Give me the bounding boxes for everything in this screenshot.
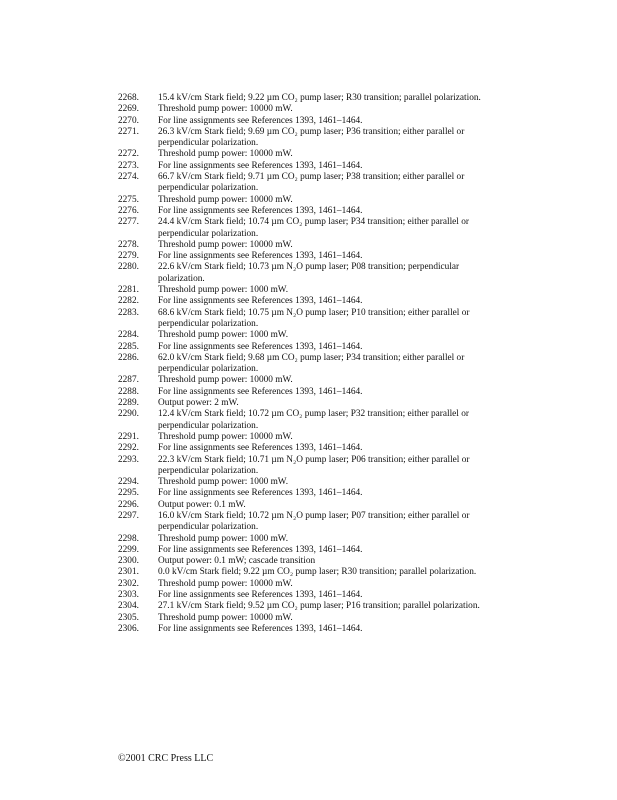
note-number: 2285. xyxy=(118,341,139,352)
note-number: 2277. xyxy=(118,217,139,228)
note-item xyxy=(118,330,500,341)
note-item xyxy=(118,195,500,206)
note-item xyxy=(118,477,500,488)
note-item xyxy=(118,511,500,534)
note-item xyxy=(118,104,500,115)
note-text: For line assignments see References 1393, 1461–1464. xyxy=(158,443,363,454)
note-text: 22.3 kV/cm Stark field; 10.71 µm N₂O pump laser; P06 transition; either parallel or perpendicular polarization. xyxy=(158,454,470,476)
note-item xyxy=(118,488,500,499)
note-text: Output power: 2 mW. xyxy=(158,398,239,409)
note-text: For line assignments see References 1393, 1461–1464. xyxy=(158,544,363,555)
note-number: 2297. xyxy=(118,510,139,521)
note-text: Threshold pump power: 10000 mW. xyxy=(158,104,293,115)
note-number: 2279. xyxy=(118,251,139,262)
note-item xyxy=(118,240,500,251)
note-item xyxy=(118,590,500,601)
note-number: 2271. xyxy=(118,126,139,137)
note-item xyxy=(118,443,500,454)
note-number: 2272. xyxy=(118,149,139,160)
note-item xyxy=(118,149,500,160)
note-number: 2299. xyxy=(118,544,139,555)
note-item xyxy=(118,387,500,398)
note-number: 2287. xyxy=(118,375,139,386)
note-item xyxy=(118,432,500,443)
note-number: 2283. xyxy=(118,307,139,318)
note-number: 2284. xyxy=(118,330,139,341)
note-text: Output power: 0.1 mW. xyxy=(158,499,246,510)
note-item xyxy=(118,375,500,386)
note-item xyxy=(118,217,500,240)
note-item xyxy=(118,285,500,296)
note-number: 2306. xyxy=(118,623,139,634)
note-number: 2269. xyxy=(118,104,139,115)
note-item xyxy=(118,93,500,104)
note-number: 2276. xyxy=(118,205,139,216)
note-text: For line assignments see References 1393, 1461–1464. xyxy=(158,488,363,499)
note-text: 24.4 kV/cm Stark field; 10.74 µm CO₂ pump laser; P34 transition; either parallel or perpendicular polarization. xyxy=(158,217,469,239)
note-text: 12.4 kV/cm Stark field; 10.72 µm CO₂ pump laser; P32 transition; either parallel or perpendicular polarization. xyxy=(158,409,469,431)
note-text: 62.0 kV/cm Stark field; 9.68 µm CO₂ pump laser; P34 transition; either parallel or perpendicular polarization. xyxy=(158,352,465,375)
note-number: 2301. xyxy=(118,567,139,578)
note-item xyxy=(118,353,500,376)
note-number: 2304. xyxy=(118,601,139,612)
note-text: For line assignments see References 1393, 1461–1464. xyxy=(158,205,363,216)
note-item xyxy=(118,296,500,307)
note-number: 2286. xyxy=(118,352,139,363)
note-text: 68.6 kV/cm Stark field; 10.75 µm N₂O pump laser; P10 transition; either parallel or perpendicular polarization. xyxy=(158,307,470,329)
note-text: 22.6 kV/cm Stark field; 10.73 µm N₂O pump laser; P08 transition; perpendicular polarization. xyxy=(158,262,460,284)
note-number: 2281. xyxy=(118,285,139,296)
note-item xyxy=(118,308,500,331)
note-item xyxy=(118,500,500,511)
note-text: Output power: 0.1 mW; cascade transition xyxy=(158,556,316,567)
note-number: 2298. xyxy=(118,533,139,544)
note-number: 2288. xyxy=(118,386,139,397)
note-text: Threshold pump power: 10000 mW. xyxy=(158,375,293,386)
note-item xyxy=(118,127,500,150)
note-text: 26.3 kV/cm Stark field; 9.69 µm CO₂ pump laser; P36 transition; either parallel or perpendicular polarization. xyxy=(158,126,465,149)
note-text: For line assignments see References 1393, 1461–1464. xyxy=(158,115,363,126)
note-text: Threshold pump power: 1000 mW. xyxy=(158,477,289,488)
note-item xyxy=(118,601,500,612)
note-number: 2291. xyxy=(118,431,139,442)
note-text: Threshold pump power: 10000 mW. xyxy=(158,239,293,250)
note-text: For line assignments see References 1393, 1461–1464. xyxy=(158,296,363,307)
note-item xyxy=(118,613,500,624)
copyright-footer: ©2001 CRC Press LLC xyxy=(118,753,214,764)
note-item xyxy=(118,116,500,127)
note-text: For line assignments see References 1393, 1461–1464. xyxy=(158,251,363,262)
note-item xyxy=(118,409,500,432)
note-number: 2294. xyxy=(118,477,139,488)
note-item xyxy=(118,579,500,590)
note-number: 2295. xyxy=(118,488,139,499)
note-number: 2274. xyxy=(118,172,139,183)
note-number: 2292. xyxy=(118,443,139,454)
note-item xyxy=(118,172,500,195)
note-number: 2305. xyxy=(118,612,139,623)
note-number: 2300. xyxy=(118,556,139,567)
note-text: 15.4 kV/cm Stark field; 9.22 µm CO₂ pump laser; R30 transition; parallel polarization. xyxy=(158,93,481,103)
note-item xyxy=(118,206,500,217)
note-text: Threshold pump power: 10000 mW. xyxy=(158,149,293,160)
note-item xyxy=(118,556,500,567)
note-text: 27.1 kV/cm Stark field; 9.52 µm CO₂ pump laser; P16 transition; parallel polarization. xyxy=(158,601,480,612)
note-item xyxy=(118,251,500,262)
note-text: Threshold pump power: 1000 mW. xyxy=(158,285,289,296)
note-number: 2289. xyxy=(118,398,139,409)
note-number: 2273. xyxy=(118,160,139,171)
note-text: For line assignments see References 1393, 1461–1464. xyxy=(158,341,363,352)
note-text: Threshold pump power: 10000 mW. xyxy=(158,578,293,589)
note-text: Threshold pump power: 10000 mW. xyxy=(158,194,293,205)
note-number: 2282. xyxy=(118,296,139,307)
note-item xyxy=(118,342,500,353)
note-number: 2280. xyxy=(118,262,139,273)
note-number: 2270. xyxy=(118,115,139,126)
note-number: 2302. xyxy=(118,578,139,589)
note-number: 2296. xyxy=(118,499,139,510)
note-item xyxy=(118,398,500,409)
note-item xyxy=(118,534,500,545)
note-text: 0.0 kV/cm Stark field; 9.22 µm CO₂ pump laser; R30 transition; parallel polarization. xyxy=(158,567,477,578)
note-number: 2293. xyxy=(118,454,139,465)
note-item xyxy=(118,161,500,172)
note-number: 2303. xyxy=(118,590,139,601)
note-text: Threshold pump power: 10000 mW. xyxy=(158,612,293,623)
note-text: For line assignments see References 1393, 1461–1464. xyxy=(158,590,363,601)
note-text: For line assignments see References 1393, 1461–1464. xyxy=(158,160,363,171)
note-text: Threshold pump power: 10000 mW. xyxy=(158,431,293,442)
note-number: 2275. xyxy=(118,194,139,205)
note-text: 16.0 kV/cm Stark field; 10.72 µm N₂O pump laser; P07 transition; either parallel or perpendicular polarization. xyxy=(158,510,470,533)
note-text: 66.7 kV/cm Stark field; 9.71 µm CO₂ pump laser; P38 transition; either parallel or perpendicular polarization. xyxy=(158,172,465,194)
note-item xyxy=(118,455,500,478)
note-number: 2290. xyxy=(118,409,139,420)
note-text: Threshold pump power: 1000 mW. xyxy=(158,533,289,544)
note-number: 2268. xyxy=(118,93,139,103)
note-text: Threshold pump power: 1000 mW. xyxy=(158,330,289,341)
note-item xyxy=(118,624,500,635)
note-number: 2278. xyxy=(118,239,139,250)
note-text: For line assignments see References 1393, 1461–1464. xyxy=(158,623,363,634)
note-item xyxy=(118,567,500,578)
notes-list xyxy=(118,93,500,635)
note-item xyxy=(118,262,500,285)
note-item xyxy=(118,545,500,556)
note-text: For line assignments see References 1393, 1461–1464. xyxy=(158,386,363,397)
